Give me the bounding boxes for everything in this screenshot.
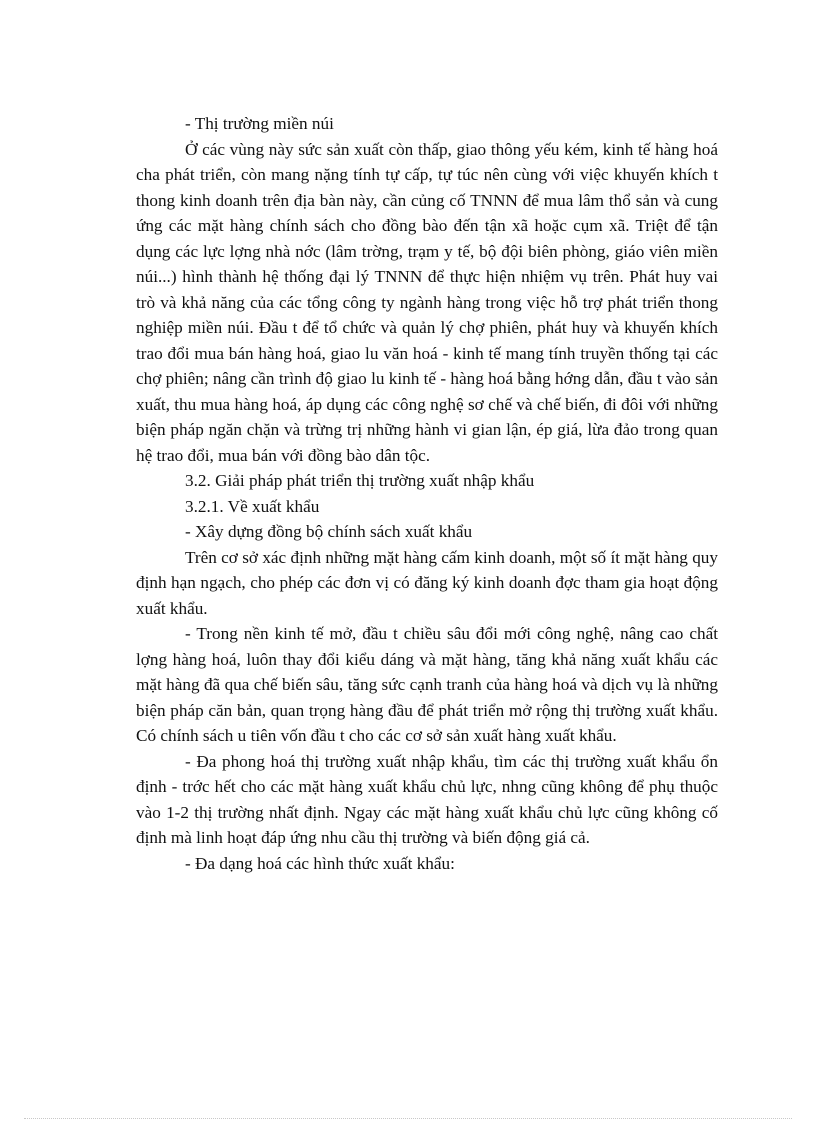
section-heading-3-2: 3.2. Giải pháp phát triển thị trường xuất nhập khẩu [185, 471, 535, 490]
paragraph-open-economy: - Trong nền kinh tế mở, đầu t chiều sâu đổi mới công nghệ, nâng cao chất lợng hàng hoá, luôn thay đổi kiểu dáng và mặt hàng, tăng khả năng xuất khẩu các mặt hàng đã qua chế biến sâu, tăng sức cạnh tranh của hàng hoá và dịch vụ là những biện pháp căn bản, quan trọng hàng đầu để phát triển mở rộng thị trường xuất khẩu. Có chính sách u tiên vốn đầu t cho các cơ sở sản xuất hàng xuất khẩu. [136, 624, 718, 745]
paragraph-mountain-market: Ở các vùng này sức sản xuất còn thấp, giao thông yếu kém, kinh tế hàng hoá cha phát triển, còn mang nặng tính tự cấp, tự túc nên cùng với việc khuyến khích t thong kinh doanh trên địa bàn này, cần củng cố TNNN để mua lâm thổ sản và cung ứng các mặt hàng chính sách cho đồng bào đến tận xã hoặc cụm xã. Triệt để tận dụng các lực lợng nhà nớc (lâm trờng, trạm y tế, bộ đội biên phòng, giáo viên miền núi...) hình thành hệ thống đại lý TNNN để thực hiện nhiệm vụ trên. Phát huy vai trò và khả năng của các tổng công ty ngành hàng trong việc hỗ trợ phát triển thong nghiệp miền núi. Đầu t để tổ chức và quản lý chợ phiên, phát huy và khuyến khích trao đổi mua bán hàng hoá, giao lu văn hoá - kinh tế mang tính truyền thống tại các chợ phiên; nâng cần trình độ giao lu kinh tế - hàng hoá bằng hớng dẫn, đầu t vào sản xuất, thu mua hàng hoá, áp dụng các công nghệ sơ chế và chế biến, đi đôi với những biện pháp ngăn chặn và trừng trị những hành vi gian lận, ép giá, lừa đảo trong quan hệ trao đổi, mua bán với đồng bào dân tộc. [136, 139, 718, 465]
document-body [136, 111, 718, 876]
footer-dotted-rule [24, 1118, 792, 1119]
paragraph-export-policy: Trên cơ sở xác định những mặt hàng cấm kinh doanh, một số ít mặt hàng quy định hạn ngạch, cho phép các đơn vị có đăng ký kinh doanh đợc tham gia hoạt động xuất khẩu. [136, 547, 718, 618]
subheading-export-forms: - Đa dạng hoá các hình thức xuất khẩu: [185, 853, 455, 873]
subheading-mountain-market: - Thị trường miền núi [185, 114, 334, 133]
subheading-export-policy: - Xây dựng đồng bộ chính sách xuất khẩu [185, 522, 473, 541]
paragraph-market-diversification: - Đa phong hoá thị trường xuất nhập khẩu, tìm các thị trường xuất khẩu ổn định - trớc hết cho các mặt hàng xuất khẩu chủ lực, nhng cũng không để phụ thuộc vào 1-2 thị trường nhất định. Ngay các mặt hàng xuất khẩu chủ lực cũng không cố định mà linh hoạt đáp ứng nhu cầu thị trường và biến động giá cả. [136, 751, 718, 847]
subsection-heading-3-2-1: 3.2.1. Về xuất khẩu [185, 496, 320, 516]
